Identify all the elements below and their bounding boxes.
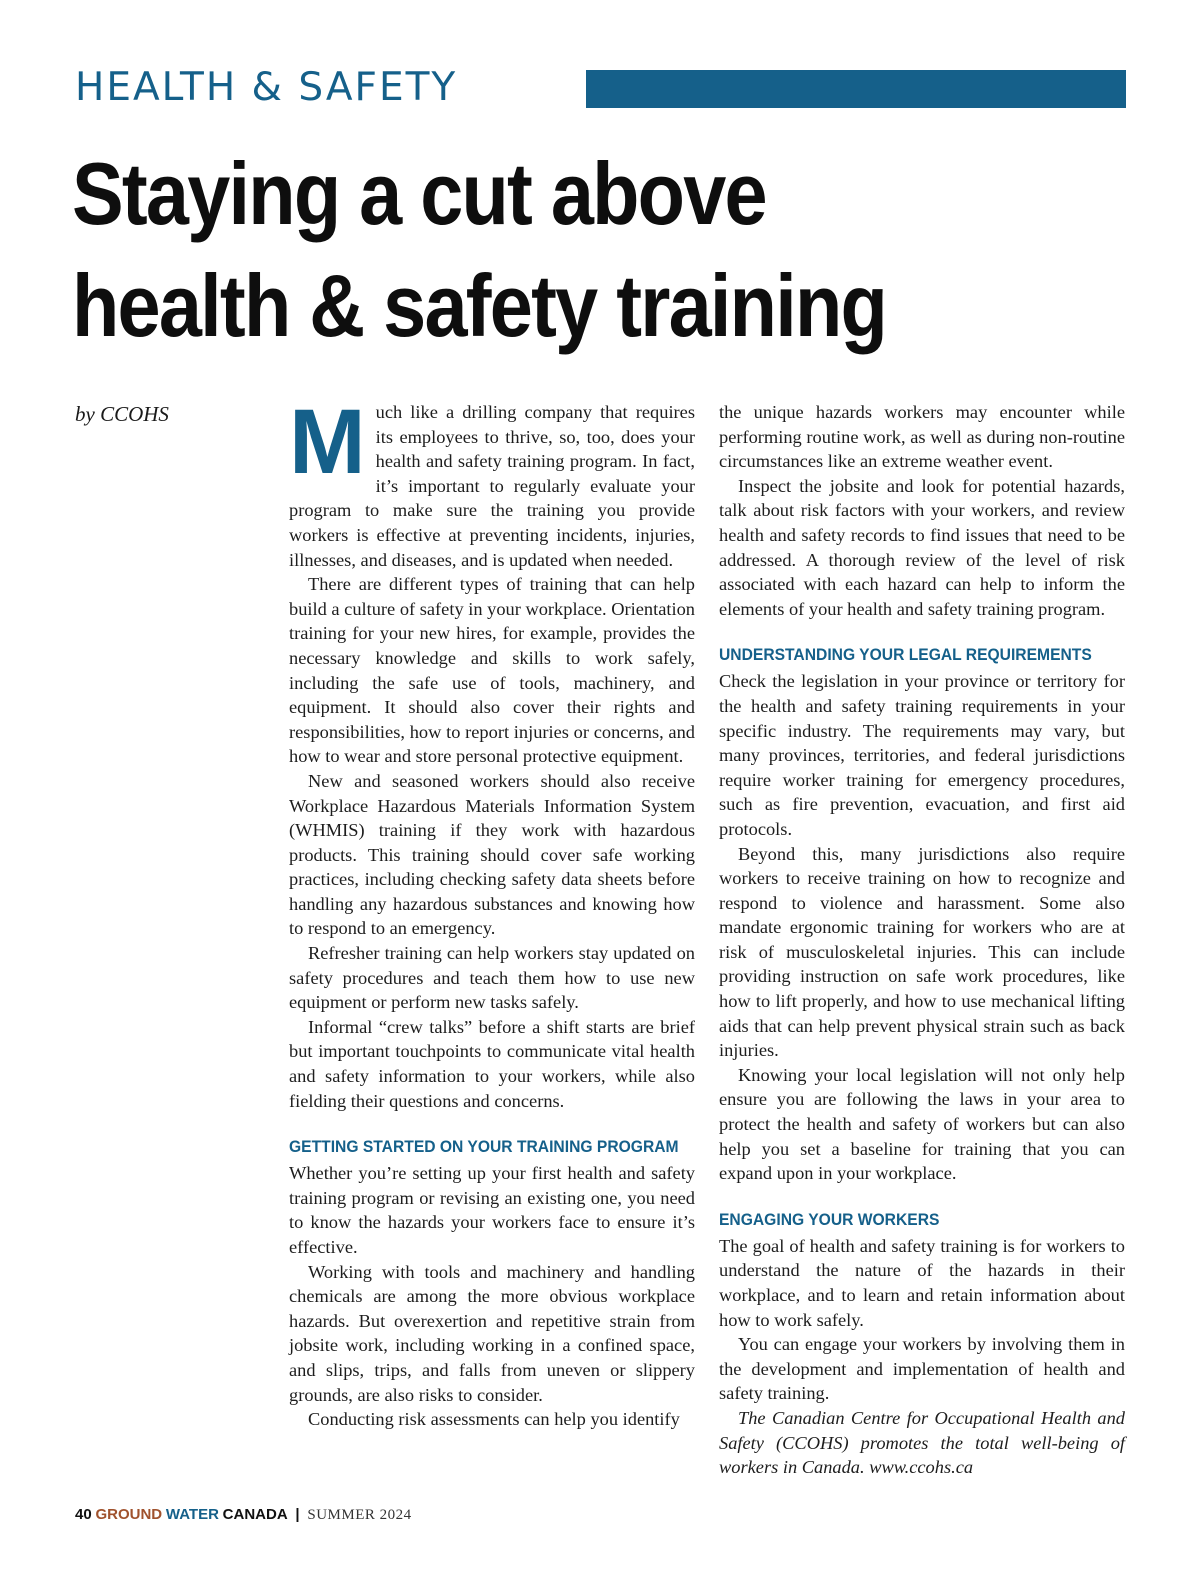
paragraph: Refresher training can help workers stay updated on safety procedures and teach them how to use new equipment or perform new tasks safely. — [289, 943, 695, 1013]
section-bar — [586, 70, 1126, 108]
magazine-name-canada: CANADA — [222, 1506, 288, 1523]
drop-cap: M — [289, 391, 366, 493]
paragraph: Knowing your local legislation will not only help ensure you are following the laws in your area to protect the health and safety of workers but can also help you set a baseline for training that you can expand upon in your workplace. — [719, 1064, 1125, 1184]
article-column-1 — [289, 391, 695, 1432]
page-number: 40 — [75, 1506, 92, 1523]
subheading: ENGAGING YOUR WORKERS — [719, 1209, 940, 1229]
article-column-2 — [719, 400, 1125, 1480]
paragraph: The goal of health and safety training is for workers to understand the nature of the hazards in their workplace, and to learn and retain information about how to work safely. — [719, 1235, 1125, 1330]
author-note: The Canadian Centre for Occupational Health and Safety (CCOHS) promotes the total well-being of workers in Canada. www.ccohs.ca — [719, 1407, 1125, 1478]
magazine-name-water: WATER — [165, 1506, 219, 1523]
headline-line-1: Staying a cut above — [72, 144, 766, 243]
paragraph: Conducting risk assessments can help you identify — [308, 1409, 680, 1430]
headline — [72, 138, 1022, 362]
subheading: GETTING STARTED ON YOUR TRAINING PROGRAM — [289, 1137, 679, 1157]
paragraph: Beyond this, many jurisdictions also require workers to receive training on how to recognize and respond to violence and harassment. Some also mandate ergonomic training for workers who are at risk of musculoskeletal injuries. This can include providing instruction on safe work procedures, like how to lift properly, and how to use mechanical lifting aids that can help prevent physical strain such as back injuries. — [719, 843, 1125, 1061]
paragraph: Informal “crew talks” before a shift starts are brief but important touchpoints to communicate vital health and safety information to your workers, while also fielding their questions and concerns. — [289, 1016, 695, 1111]
page-footer — [75, 1505, 412, 1525]
paragraph: Check the legislation in your province or territory for the health and safety training requirements in your specific industry. The requirements may vary, but many provinces, territories, and federal jurisdictions require worker training for emergency procedures, such as fire prevention, evacuation, and first aid protocols. — [719, 671, 1125, 839]
issue-date: SUMMER 2024 — [307, 1507, 412, 1523]
paragraph: You can engage your workers by involving them in the development and implementation of health and safety training. — [719, 1334, 1125, 1404]
paragraph — [289, 391, 695, 572]
paragraph: Inspect the jobsite and look for potential hazards, talk about risk factors with your workers, and review health and safety records to find issues that need to be addressed. A thorough review of the level of risk associated with each hazard can help to inform the elements of your health and safety training program. — [719, 475, 1125, 619]
subheading: UNDERSTANDING YOUR LEGAL REQUIREMENTS — [719, 645, 1092, 665]
paragraph: Whether you’re setting up your first health and safety training program or revising an existing one, you need to know the hazards your workers face to ensure it’s effective. — [289, 1163, 695, 1257]
paragraph: the unique hazards workers may encounter while performing routine work, as well as during non-routine circumstances like an extreme weather event. — [719, 402, 1125, 472]
section-label: HEALTH & SAFETY — [75, 65, 458, 110]
headline-line-2: health & safety training — [72, 256, 887, 355]
paragraph: Working with tools and machinery and handling chemicals are among the more obvious workplace hazards. But overexertion and repetitive strain from jobsite work, including working in a confined space, and slips, trips, and falls from uneven or slippery grounds, are also risks to consider. — [289, 1261, 695, 1405]
paragraph: New and seasoned workers should also receive Workplace Hazardous Materials Information System (WHMIS) training if they work with hazardous products. This training should cover safe working practices, including checking safety data sheets before handling any hazardous substances and knowing how to respond to an emergency. — [289, 770, 695, 939]
byline: by CCOHS — [75, 402, 169, 426]
footer-separator: | — [295, 1506, 300, 1523]
magazine-name-ground: GROUND — [95, 1506, 163, 1523]
paragraph-text: uch like a drilling company that requires its employees to thrive, so, too, does your health and safety training program. In fact, it’s important to regularly evaluate your program to make sure the training you provide workers is effective at preventing incidents, injuries, illnesses, and diseases, and is updated when needed. — [289, 402, 695, 570]
paragraph: There are different types of training that can help build a culture of safety in your workplace. Orientation training for your new hires, for example, provides the necessary knowledge and skills to work safely, including the safe use of tools, machinery, and equipment. It should also cover their rights and responsibilities, how to report injuries or concerns, and how to wear and store personal protective equipment. — [289, 574, 695, 767]
